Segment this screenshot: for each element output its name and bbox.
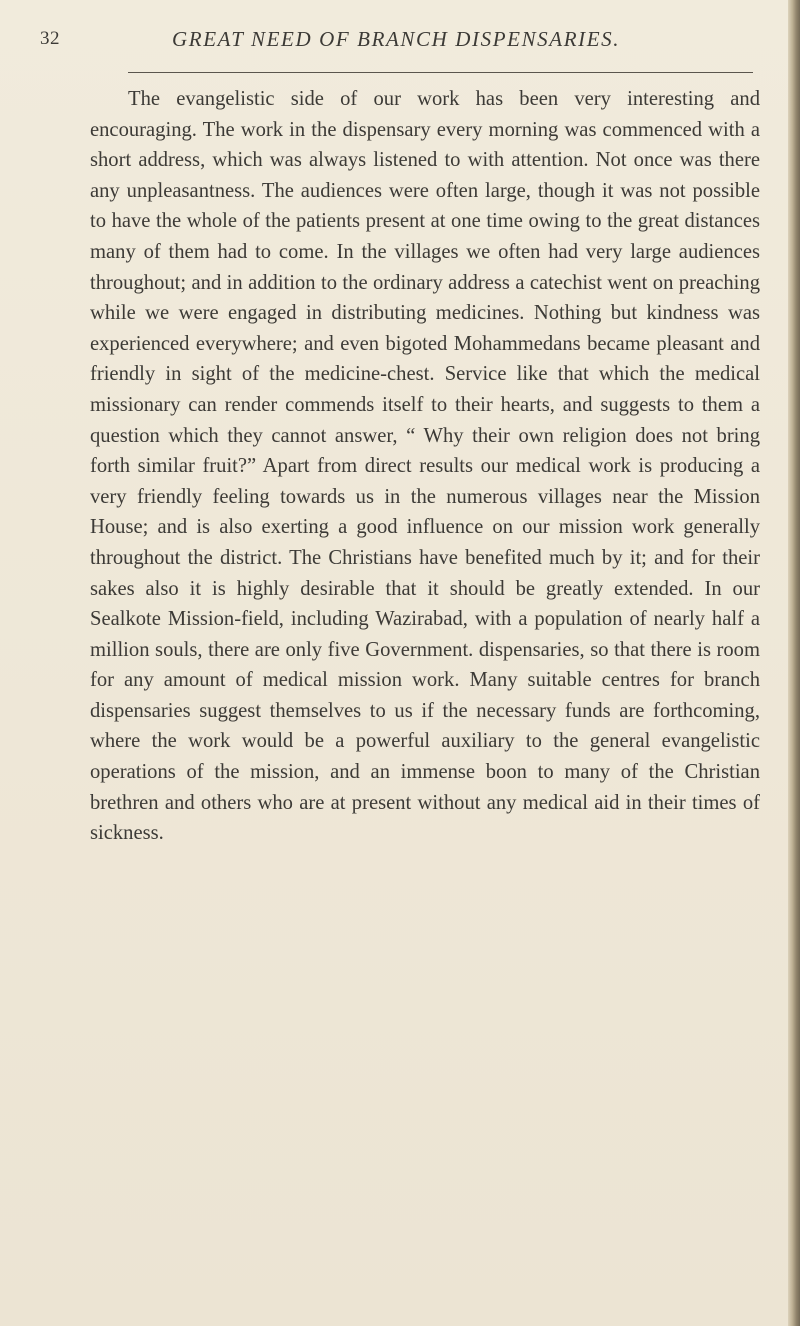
- running-head: GREAT NEED OF BRANCH DISPENSARIES.: [172, 27, 621, 51]
- body-paragraph: The evangelistic side of our work has been very interesting and encouraging. The work in the dispensary every morning was commenced with a short address, which was always listened to with attention. Not once was there any unpleasantness. The audiences were often large, though it was not possible to have the whole of the patients present at one time owing to the great distances many of them had to come. In the villages we often had very large audiences throughout; and in addition to the ordinary address a catechist went on preaching while we were engaged in distributing medicines. Nothing but kindness was experienced everywhere; and even bigoted Mohammedans became pleasant and friendly in sight of the medicine-chest. Service like that which the medical missionary can render commends itself to their hearts, and suggests to them a question which they cannot answer, “ Why their own religion does not bring forth similar fruit?” Apart from direct results our medical work is producing a very friendly feeling towards us in the numerous villages near the Mission House; and is also exerting a good influence on our mission work generally throughout the district. The Christians have benefited much by it; and for their sakes also it is highly desirable that it should be greatly extended. In our Sealkote Mission-field, including Wazirabad, with a population of nearly half a million souls, there are only five Government. dispensaries, so that there is room for any amount of medical mission work. Many suitable centres for branch dispensaries suggest themselves to us if the necessary funds are forthcoming, where the work would be a powerful auxiliary to the general evangelistic operations of the mission, and an immense boon to many of the Christian brethren and others who are at present without any medical aid in their times of sickness.: [90, 88, 760, 845]
- page-number: 32: [40, 28, 60, 49]
- page-header: [40, 26, 740, 56]
- page-edge-shadow: [788, 0, 800, 1326]
- header-rule: [128, 72, 753, 73]
